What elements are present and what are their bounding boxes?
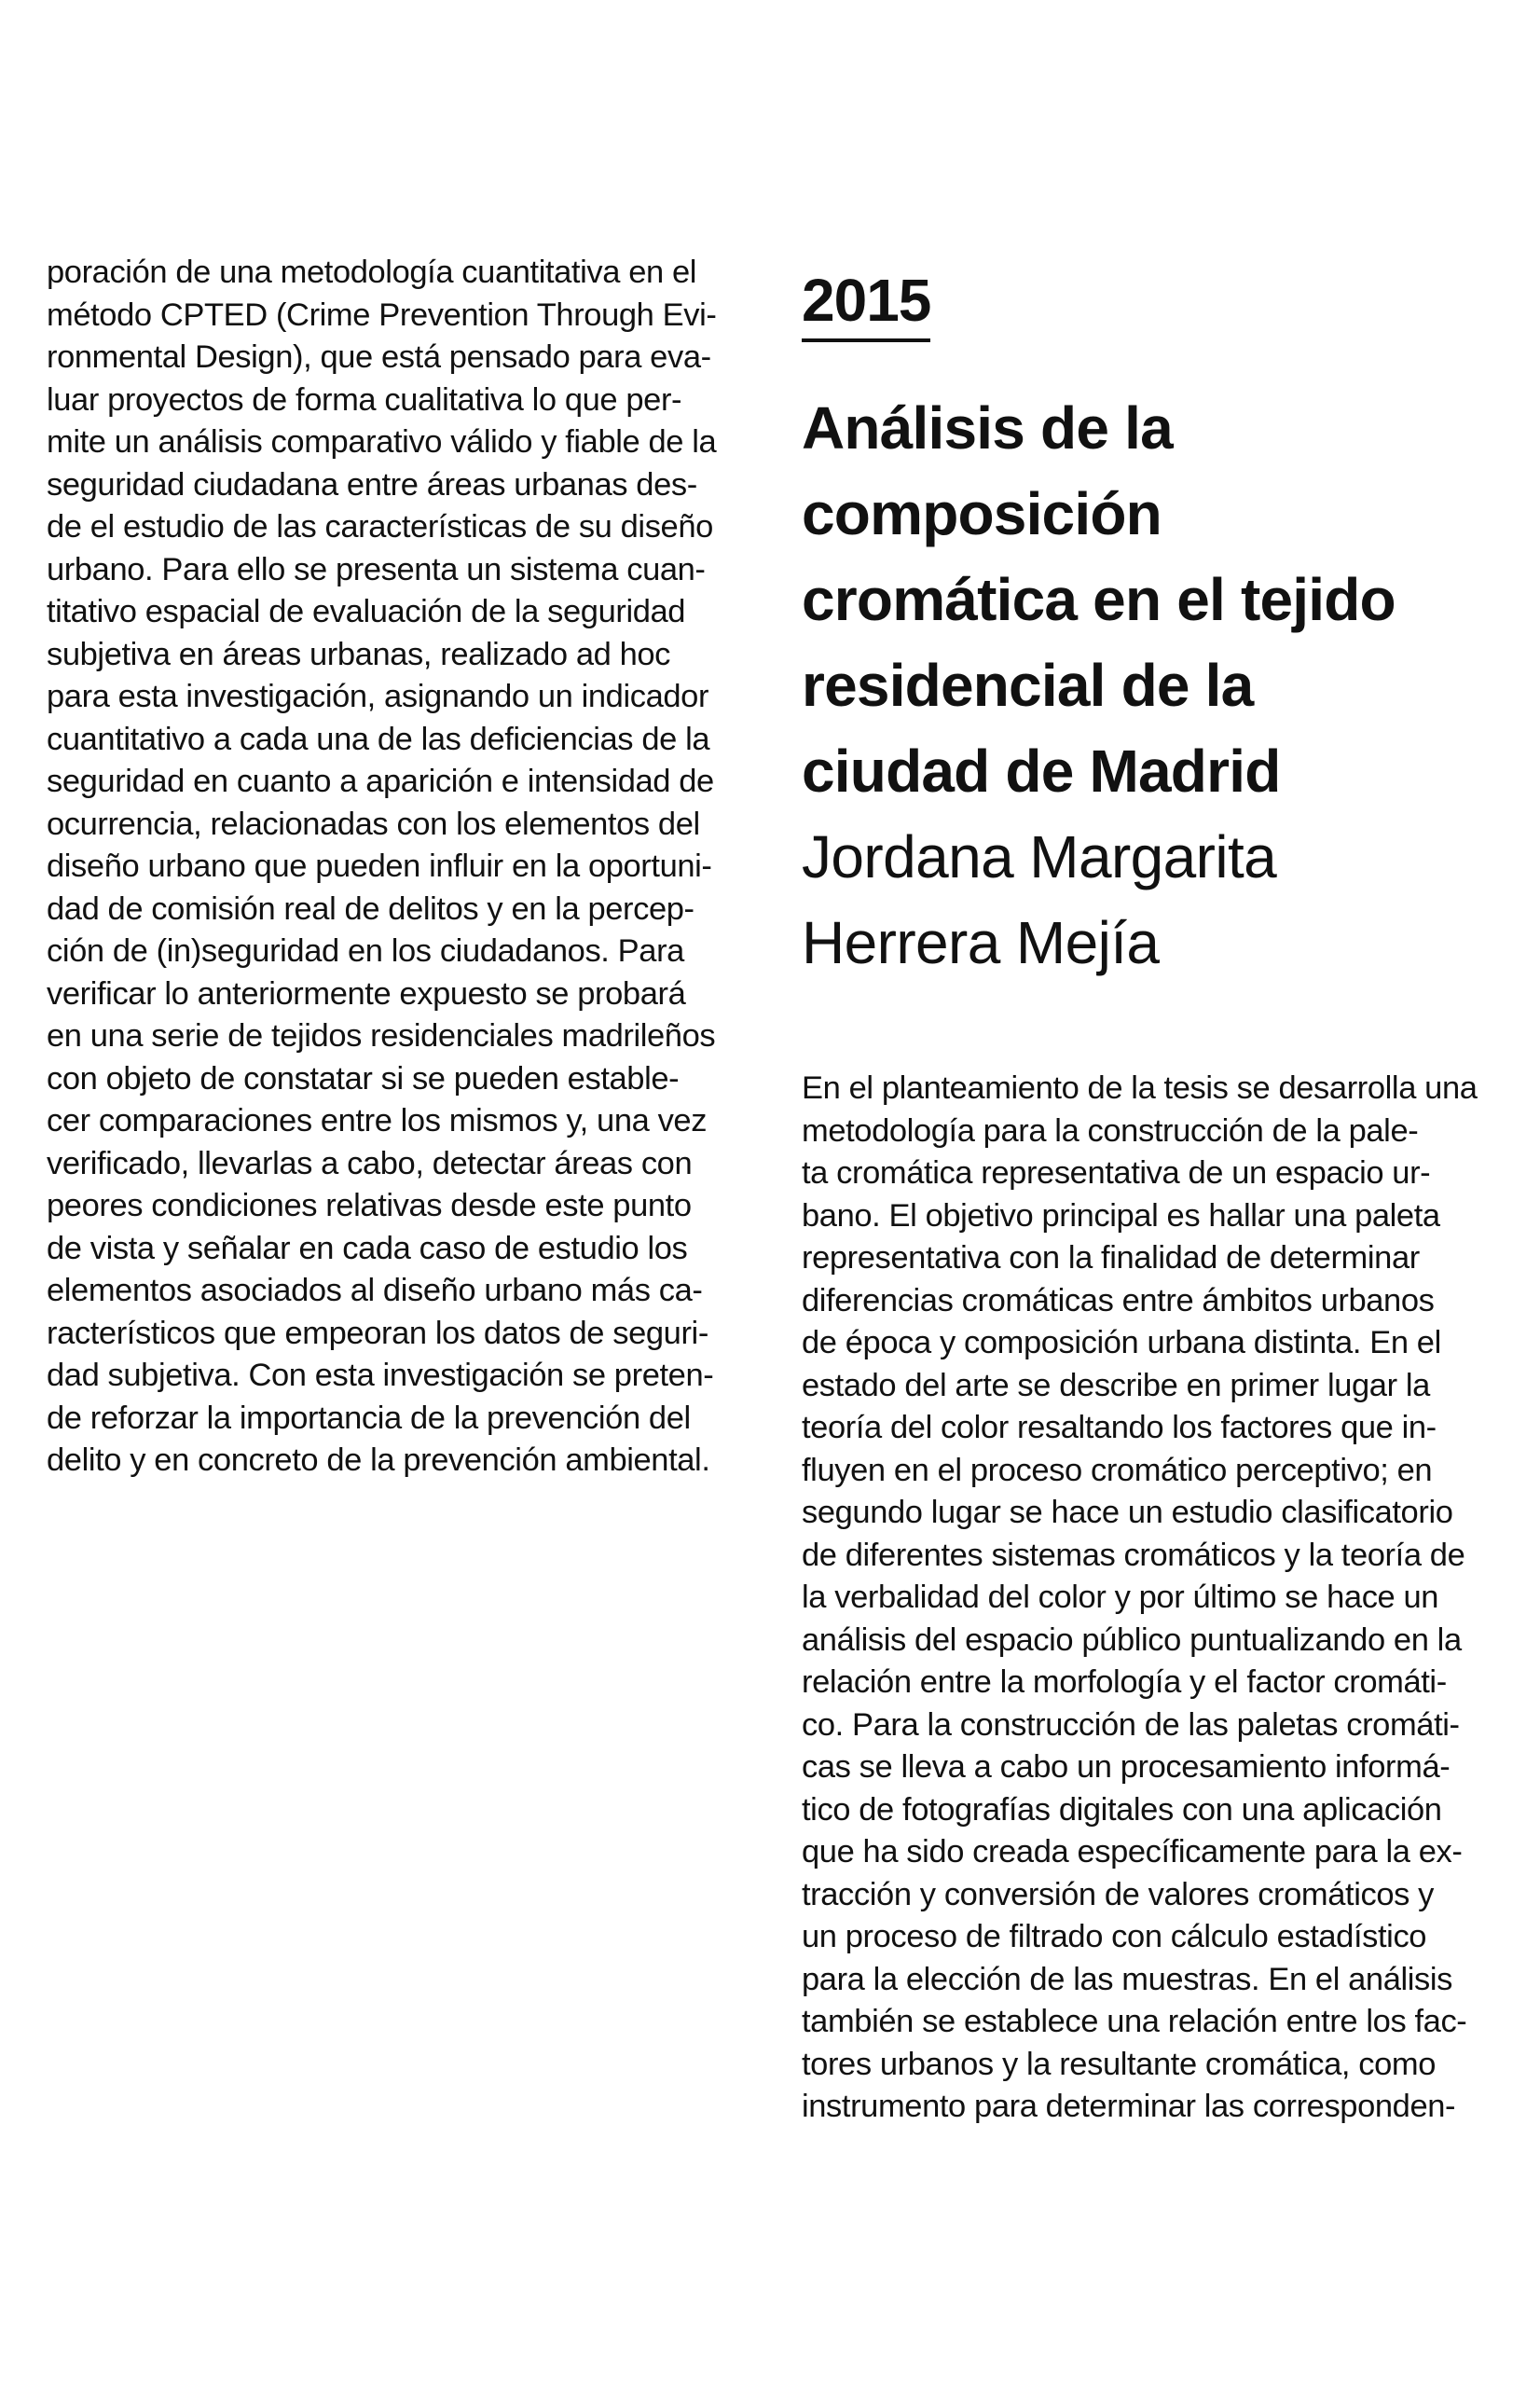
text-line: con objeto de constatar si se pueden estable- xyxy=(47,1060,680,1097)
text-line: racterísticos que empeoran los datos de seguri- xyxy=(47,1315,708,1351)
text-line: diseño urbano que pueden influir en la oportuni- xyxy=(47,849,712,884)
text-line: verificar lo anteriormente expuesto se probará xyxy=(47,975,686,1012)
text-line: segundo lugar se hace un estudio clasificatorio xyxy=(802,1495,1453,1530)
text-line: mite un análisis comparativo válido y fiable de la xyxy=(47,424,717,460)
text-line: de diferentes sistemas cromáticos y la teoría de xyxy=(802,1537,1465,1573)
text-line: ocurrencia, relacionadas con los elementos del xyxy=(47,806,700,842)
text-line: titativo espacial de evaluación de la seguridad xyxy=(47,594,686,629)
text-line: dad de comisión real de delitos y en la percep- xyxy=(47,890,694,927)
text-line: cromática en el tejido xyxy=(802,566,1396,633)
text-line: tores urbanos y la resultante cromática, como xyxy=(802,2046,1436,2082)
text-line: también se establece una relación entre los fac- xyxy=(802,2004,1467,2039)
text-line: En el planteamiento de la tesis se desarrolla una xyxy=(802,1070,1478,1106)
left-column-text xyxy=(47,252,716,1483)
text-line: subjetiva en áreas urbanas, realizado ad hoc xyxy=(47,636,671,672)
year-heading: 2015 xyxy=(802,266,930,342)
text-line: residencial de la xyxy=(802,652,1254,719)
text-line: ción de (in)seguridad en los ciudadanos. Para xyxy=(47,933,684,969)
text-line: de el estudio de las características de su diseño xyxy=(47,509,713,545)
text-line: de reforzar la importancia de la prevención del xyxy=(47,1400,691,1436)
text-line: ronmental Design), que está pensado para eva- xyxy=(47,339,711,375)
text-line: co. Para la construcción de las paletas cromáti- xyxy=(802,1706,1460,1743)
text-line: bano. El objetivo principal es hallar una paleta xyxy=(802,1197,1440,1234)
text-line: relación entre la morfología y el factor cromáti- xyxy=(802,1664,1447,1700)
text-line: Herrera Mejía xyxy=(802,909,1160,976)
text-line: para esta investigación, asignando un indicador xyxy=(47,679,709,714)
author-name xyxy=(802,814,1473,986)
right-column xyxy=(802,266,1478,2129)
text-line: instrumento para determinar las corresponden- xyxy=(802,2089,1456,2124)
text-line: elementos asociados al diseño urbano más ca- xyxy=(47,1273,703,1308)
text-line: ciudad de Madrid xyxy=(802,738,1281,805)
text-line: método CPTED (Crime Prevention Through Evi- xyxy=(47,297,717,333)
text-line: de vista y señalar en cada caso de estudio los xyxy=(47,1230,688,1266)
text-line: estado del arte se describe en primer lugar la xyxy=(802,1367,1430,1403)
text-line: fluyen en el proceso cromático perceptivo; en xyxy=(802,1452,1433,1488)
text-line: teoría del color resaltando los factores que in- xyxy=(802,1410,1437,1445)
text-line: luar proyectos de forma cualitativa lo que per- xyxy=(47,381,682,418)
text-line: delito y en concreto de la prevención ambiental. xyxy=(47,1442,710,1478)
text-line: de época y composición urbana distinta. En el xyxy=(802,1325,1441,1360)
abstract-text xyxy=(802,1068,1478,2129)
text-line: seguridad ciudadana entre áreas urbanas des- xyxy=(47,466,697,503)
text-line: Análisis de la xyxy=(802,394,1173,462)
text-line: tracción y conversión de valores cromáticos y xyxy=(802,1876,1435,1912)
text-line: metodología para la construcción de la pale- xyxy=(802,1112,1419,1149)
text-line: cas se lleva a cabo un procesamiento informá- xyxy=(802,1749,1451,1785)
text-line: la verbalidad del color y por último se hace un xyxy=(802,1580,1439,1615)
text-line: poración de una metodología cuantitativa en el xyxy=(47,255,697,290)
text-line: diferencias cromáticas entre ámbitos urbanos xyxy=(802,1282,1435,1318)
text-line: análisis del espacio público puntualizando en la xyxy=(802,1621,1462,1658)
text-line: urbano. Para ello se presenta un sistema cuan- xyxy=(47,551,706,587)
text-line: un proceso de filtrado con cálculo estadístico xyxy=(802,1919,1427,1954)
text-line: peores condiciones relativas desde este punto xyxy=(47,1188,692,1223)
text-line: cuantitativo a cada una de las deficiencias de la xyxy=(47,721,710,757)
text-line: que ha sido creada específicamente para la ex- xyxy=(802,1834,1463,1870)
text-line: ta cromática representativa de un espacio ur- xyxy=(802,1155,1431,1191)
text-line: para la elección de las muestras. En el análisis xyxy=(802,1961,1453,1997)
text-line: cer comparaciones entre los mismos y, una vez xyxy=(47,1103,708,1138)
thesis-title xyxy=(802,385,1473,814)
text-line: representativa con la finalidad de determinar xyxy=(802,1240,1420,1276)
text-line: verificado, llevarlas a cabo, detectar áreas con xyxy=(47,1145,693,1181)
text-line: Jordana Margarita xyxy=(802,823,1277,890)
text-line: en una serie de tejidos residenciales madrileños xyxy=(47,1018,716,1054)
text-line: tico de fotografías digitales con una aplicación xyxy=(802,1791,1442,1828)
text-line: seguridad en cuanto a aparición e intensidad de xyxy=(47,764,714,799)
text-line: dad subjetiva. Con esta investigación se preten- xyxy=(47,1358,714,1393)
text-line: composición xyxy=(802,480,1162,547)
